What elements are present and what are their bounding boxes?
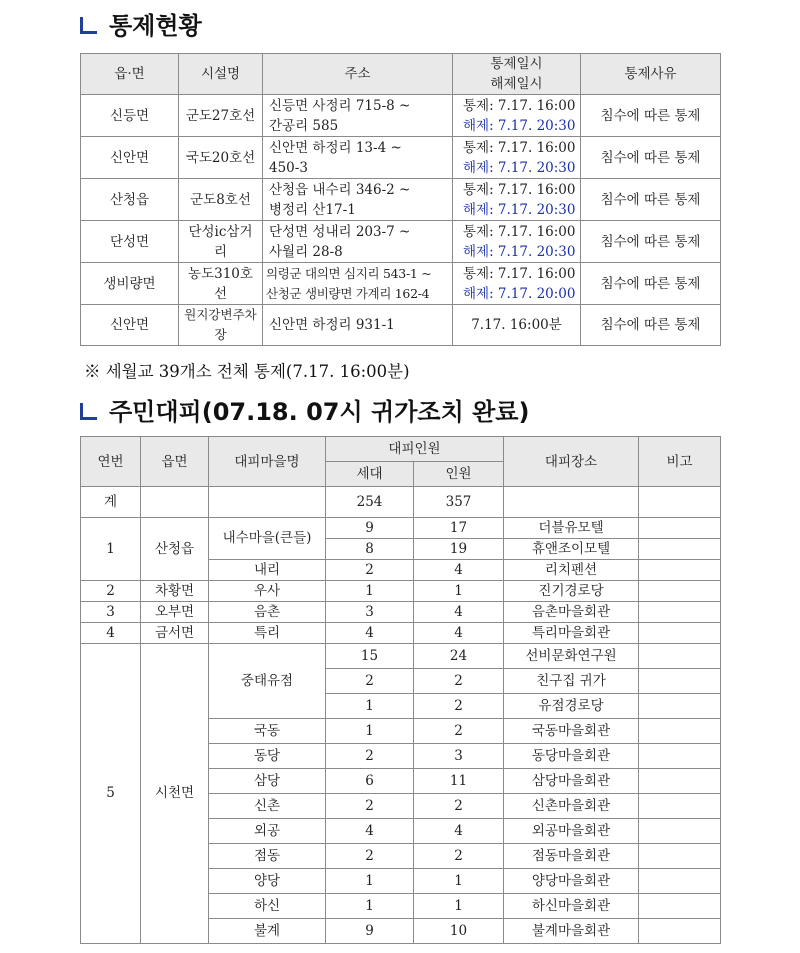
control-time: 통제: 7.17. 16:00 xyxy=(463,223,576,240)
households-cell: 2 xyxy=(326,669,414,694)
control-time: 통제: 7.17. 16:00 xyxy=(463,181,576,198)
facility-cell: 군도8호선 xyxy=(179,179,263,221)
facility-cell: 농도310호선 xyxy=(179,263,263,305)
place-cell: 신촌마을회관 xyxy=(504,794,639,819)
control-time: 통제: 7.17. 16:00 xyxy=(463,97,576,114)
release-time: 해제: 7.17. 20:30 xyxy=(463,201,576,218)
facility-cell: 원지강변주차장 xyxy=(179,305,263,346)
remark-cell xyxy=(639,669,721,694)
place-cell: 국동마을회관 xyxy=(504,719,639,744)
persons-cell: 1 xyxy=(414,894,504,919)
section-title-evacuation xyxy=(80,392,529,427)
address-line: 신등면 사정리 715-8 ~ xyxy=(269,97,411,114)
village-cell: 하신 xyxy=(209,894,326,919)
town-cell: 산청읍 xyxy=(81,179,179,221)
households-cell: 9 xyxy=(326,919,414,944)
place-cell: 친구집 귀가 xyxy=(504,669,639,694)
header-control-datetime: 통제일시 xyxy=(490,56,543,72)
address-line: 단성면 성내리 203-7 ~ xyxy=(269,223,411,240)
households-cell: 2 xyxy=(326,560,414,581)
place-cell: 진기경로당 xyxy=(504,581,639,602)
address-line: 산청읍 내수리 346-2 ~ xyxy=(269,181,411,198)
header-facility: 시설명 xyxy=(179,54,263,95)
address-line: 450-3 xyxy=(269,159,308,176)
remark-cell xyxy=(639,894,721,919)
table-row xyxy=(81,137,721,179)
remark-cell xyxy=(639,487,721,518)
address-cell: 신안면 하정리 931-1 xyxy=(263,305,453,346)
remark-cell xyxy=(639,623,721,644)
address-line: 병정리 산17-1 xyxy=(269,201,356,218)
town-cell: 신안면 xyxy=(81,305,179,346)
place-cell: 더블유모텔 xyxy=(504,518,639,539)
table-header-row xyxy=(81,54,721,95)
remark-cell xyxy=(639,769,721,794)
remark-cell xyxy=(639,794,721,819)
place-cell: 휴앤조이모텔 xyxy=(504,539,639,560)
village-cell: 내수마을(큰들) xyxy=(209,518,326,560)
persons-cell: 11 xyxy=(414,769,504,794)
persons-cell: 17 xyxy=(414,518,504,539)
persons-cell: 1 xyxy=(414,581,504,602)
datetime-cell xyxy=(453,263,581,305)
header-persons: 인원 xyxy=(414,462,504,487)
header-remark: 비고 xyxy=(639,437,721,487)
reason-cell: 침수에 따른 통제 xyxy=(581,263,721,305)
table-row xyxy=(81,644,721,669)
control-status-table xyxy=(80,53,721,346)
town-cell: 단성면 xyxy=(81,221,179,263)
header-release-datetime: 해제일시 xyxy=(490,76,543,92)
village-cell: 불계 xyxy=(209,919,326,944)
remark-cell xyxy=(639,819,721,844)
persons-cell: 1 xyxy=(414,869,504,894)
remark-cell xyxy=(639,518,721,539)
persons-cell: 19 xyxy=(414,539,504,560)
reason-cell: 침수에 따른 통제 xyxy=(581,137,721,179)
place-cell: 특리마을회관 xyxy=(504,623,639,644)
remark-cell xyxy=(639,844,721,869)
reason-cell: 침수에 따른 통제 xyxy=(581,95,721,137)
remark-cell xyxy=(639,602,721,623)
address-line: 사월리 28-8 xyxy=(269,243,343,260)
header-households: 세대 xyxy=(326,462,414,487)
address-cell xyxy=(263,95,453,137)
town-cell: 시천면 xyxy=(141,644,209,944)
release-time: 해제: 7.17. 20:30 xyxy=(463,117,576,134)
households-cell: 9 xyxy=(326,518,414,539)
households-cell: 4 xyxy=(326,623,414,644)
households-cell: 4 xyxy=(326,819,414,844)
town-cell: 신안면 xyxy=(81,137,179,179)
village-cell: 우사 xyxy=(209,581,326,602)
table-row xyxy=(81,95,721,137)
section-title-control-status xyxy=(80,6,202,41)
header-address: 주소 xyxy=(263,54,453,95)
header-town: 읍·면 xyxy=(81,54,179,95)
total-row xyxy=(81,487,721,518)
reason-cell: 침수에 따른 통제 xyxy=(581,305,721,346)
place-cell: 불계마을회관 xyxy=(504,919,639,944)
village-cell: 동당 xyxy=(209,744,326,769)
header-no: 연번 xyxy=(81,437,141,487)
header-datetime xyxy=(453,54,581,95)
address-cell xyxy=(263,221,453,263)
place-cell xyxy=(504,487,639,518)
square-bullet-icon xyxy=(80,403,97,420)
village-cell: 특리 xyxy=(209,623,326,644)
table-row xyxy=(81,518,721,539)
persons-cell: 2 xyxy=(414,669,504,694)
place-cell: 삼당마을회관 xyxy=(504,769,639,794)
households-cell: 3 xyxy=(326,602,414,623)
section-title-text: 주민대피(07.18. 07시 귀가조치 완료) xyxy=(109,398,530,426)
release-time: 해제: 7.17. 20:00 xyxy=(463,285,576,302)
table-row xyxy=(81,602,721,623)
persons-cell: 10 xyxy=(414,919,504,944)
persons-cell: 4 xyxy=(414,819,504,844)
total-label: 계 xyxy=(81,487,141,518)
households-cell: 254 xyxy=(326,487,414,518)
table-row xyxy=(81,263,721,305)
remark-cell xyxy=(639,539,721,560)
remark-cell xyxy=(639,560,721,581)
control-time: 통제: 7.17. 16:00 xyxy=(463,139,576,156)
households-cell: 15 xyxy=(326,644,414,669)
households-cell: 2 xyxy=(326,844,414,869)
town-cell: 금서면 xyxy=(141,623,209,644)
header-reason: 통제사유 xyxy=(581,54,721,95)
datetime-cell: 7.17. 16:00분 xyxy=(453,305,581,346)
facility-cell: 국도20호선 xyxy=(179,137,263,179)
header-village: 대피마을명 xyxy=(209,437,326,487)
households-cell: 6 xyxy=(326,769,414,794)
no-cell: 1 xyxy=(81,518,141,581)
remark-cell xyxy=(639,694,721,719)
village-cell: 삼당 xyxy=(209,769,326,794)
table-row xyxy=(81,623,721,644)
remark-cell xyxy=(639,581,721,602)
village-cell: 음촌 xyxy=(209,602,326,623)
households-cell: 1 xyxy=(326,869,414,894)
persons-cell: 4 xyxy=(414,602,504,623)
control-time: 통제: 7.17. 16:00 xyxy=(463,265,576,282)
households-cell: 2 xyxy=(326,794,414,819)
remark-cell xyxy=(639,869,721,894)
square-bullet-icon xyxy=(80,17,97,34)
reason-cell: 침수에 따른 통제 xyxy=(581,221,721,263)
village-cell: 신촌 xyxy=(209,794,326,819)
header-place: 대피장소 xyxy=(504,437,639,487)
persons-cell: 4 xyxy=(414,623,504,644)
datetime-cell xyxy=(453,179,581,221)
header-town: 읍면 xyxy=(141,437,209,487)
town-cell xyxy=(141,487,209,518)
place-cell: 하신마을회관 xyxy=(504,894,639,919)
persons-cell: 2 xyxy=(414,719,504,744)
remark-cell xyxy=(639,644,721,669)
town-cell: 신등면 xyxy=(81,95,179,137)
table-row xyxy=(81,179,721,221)
release-time: 해제: 7.17. 20:30 xyxy=(463,159,576,176)
no-cell: 5 xyxy=(81,644,141,944)
table-header-row xyxy=(81,437,721,462)
no-cell: 4 xyxy=(81,623,141,644)
no-cell: 2 xyxy=(81,581,141,602)
place-cell: 동당마을회관 xyxy=(504,744,639,769)
note-text: ※ 세월교 39개소 전체 통제(7.17. 16:00분) xyxy=(84,362,410,381)
households-cell: 1 xyxy=(326,694,414,719)
place-cell: 리치펜션 xyxy=(504,560,639,581)
datetime-cell xyxy=(453,95,581,137)
place-cell: 양당마을회관 xyxy=(504,869,639,894)
facility-cell: 군도27호선 xyxy=(179,95,263,137)
address-line: 산청군 생비량면 가계리 162-4 xyxy=(266,285,430,301)
households-cell: 1 xyxy=(326,719,414,744)
persons-cell: 24 xyxy=(414,644,504,669)
town-cell: 차황면 xyxy=(141,581,209,602)
town-cell: 생비량면 xyxy=(81,263,179,305)
address-cell xyxy=(263,179,453,221)
reason-cell: 침수에 따른 통제 xyxy=(581,179,721,221)
village-cell xyxy=(209,487,326,518)
persons-cell: 2 xyxy=(414,844,504,869)
address-line: 간공리 585 xyxy=(269,117,339,134)
section-title-text: 통제현황 xyxy=(109,12,202,40)
address-cell xyxy=(263,263,453,305)
place-cell: 외공마을회관 xyxy=(504,819,639,844)
village-cell: 외공 xyxy=(209,819,326,844)
households-cell: 8 xyxy=(326,539,414,560)
households-cell: 1 xyxy=(326,581,414,602)
evacuation-table xyxy=(80,436,721,944)
address-line: 의령군 대의면 심지리 543-1 ~ xyxy=(266,265,432,281)
place-cell: 유점경로당 xyxy=(504,694,639,719)
village-cell: 내리 xyxy=(209,560,326,581)
no-cell: 3 xyxy=(81,602,141,623)
address-line: 신안면 하정리 13-4 ~ xyxy=(269,139,402,156)
persons-cell: 3 xyxy=(414,744,504,769)
datetime-cell xyxy=(453,137,581,179)
facility-cell: 단성ic삼거리 xyxy=(179,221,263,263)
persons-cell: 4 xyxy=(414,560,504,581)
table-row xyxy=(81,305,721,346)
datetime-cell xyxy=(453,221,581,263)
release-time: 해제: 7.17. 20:30 xyxy=(463,243,576,260)
persons-cell: 2 xyxy=(414,694,504,719)
town-cell: 오부면 xyxy=(141,602,209,623)
village-cell: 중태유점 xyxy=(209,644,326,719)
remark-cell xyxy=(639,919,721,944)
village-cell: 국동 xyxy=(209,719,326,744)
town-cell: 산청읍 xyxy=(141,518,209,581)
header-people: 대피인원 xyxy=(326,437,504,462)
persons-cell: 2 xyxy=(414,794,504,819)
table-row xyxy=(81,581,721,602)
remark-cell xyxy=(639,719,721,744)
place-cell: 선비문화연구원 xyxy=(504,644,639,669)
place-cell: 점동마을회관 xyxy=(504,844,639,869)
place-cell: 음촌마을회관 xyxy=(504,602,639,623)
village-cell: 양당 xyxy=(209,869,326,894)
remark-cell xyxy=(639,744,721,769)
address-cell xyxy=(263,137,453,179)
households-cell: 2 xyxy=(326,744,414,769)
village-cell: 점동 xyxy=(209,844,326,869)
table-row xyxy=(81,221,721,263)
households-cell: 1 xyxy=(326,894,414,919)
persons-cell: 357 xyxy=(414,487,504,518)
